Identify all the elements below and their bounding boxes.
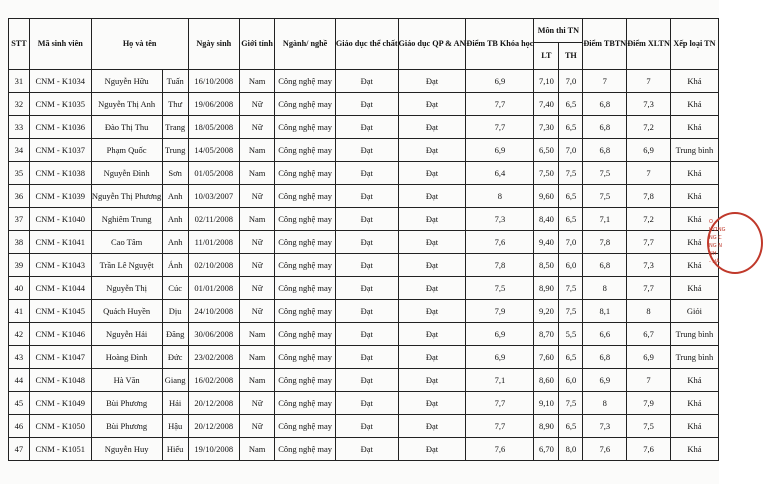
seal-text-line: NG C bbox=[709, 235, 722, 241]
cell-student-id: CNM - K1047 bbox=[29, 346, 91, 369]
cell-physical-education: Đạt bbox=[335, 346, 398, 369]
cell-xltn: 7 bbox=[627, 70, 671, 93]
cell-course-gpa: 7,1 bbox=[466, 369, 534, 392]
cell-stt: 35 bbox=[9, 162, 30, 185]
cell-dob: 20/12/2008 bbox=[188, 415, 239, 438]
seal-text bbox=[709, 218, 725, 266]
cell-physical-education: Đạt bbox=[335, 415, 398, 438]
table-row bbox=[9, 392, 719, 415]
cell-physical-education: Đạt bbox=[335, 231, 398, 254]
header-rank: Xếp loại TN bbox=[670, 19, 718, 70]
cell-tbtn: 7,1 bbox=[583, 208, 627, 231]
cell-first-name: Cao Tâm bbox=[91, 231, 162, 254]
cell-course-gpa: 6,9 bbox=[466, 139, 534, 162]
cell-rank: Khá bbox=[670, 93, 718, 116]
header-defense-education: Giáo dục QP & AN bbox=[398, 19, 466, 70]
cell-student-id: CNM - K1046 bbox=[29, 323, 91, 346]
cell-stt: 37 bbox=[9, 208, 30, 231]
header-gender: Giới tính bbox=[239, 19, 274, 70]
cell-defense-education: Đạt bbox=[398, 185, 466, 208]
cell-dob: 10/03/2007 bbox=[188, 185, 239, 208]
cell-last-name: Giang bbox=[162, 369, 188, 392]
cell-gender: Nữ bbox=[239, 116, 274, 139]
cell-course-gpa: 7,6 bbox=[466, 231, 534, 254]
cell-rank: Khá bbox=[670, 392, 718, 415]
cell-gender: Nữ bbox=[239, 254, 274, 277]
cell-course-gpa: 6,9 bbox=[466, 346, 534, 369]
cell-physical-education: Đạt bbox=[335, 139, 398, 162]
cell-defense-education: Đạt bbox=[398, 438, 466, 461]
cell-physical-education: Đạt bbox=[335, 392, 398, 415]
cell-th: 7,0 bbox=[559, 139, 583, 162]
cell-first-name: Nguyễn Thị bbox=[91, 277, 162, 300]
cell-tbtn: 7,5 bbox=[583, 162, 627, 185]
table-row bbox=[9, 185, 719, 208]
cell-xltn: 7,3 bbox=[627, 93, 671, 116]
cell-student-id: CNM - K1034 bbox=[29, 70, 91, 93]
cell-defense-education: Đạt bbox=[398, 346, 466, 369]
cell-th: 7,5 bbox=[559, 392, 583, 415]
cell-first-name: Hà Văn bbox=[91, 369, 162, 392]
cell-first-name: Bùi Phương bbox=[91, 415, 162, 438]
cell-lt: 7,50 bbox=[534, 162, 559, 185]
cell-gender: Nữ bbox=[239, 277, 274, 300]
cell-student-id: CNM - K1051 bbox=[29, 438, 91, 461]
cell-th: 5,5 bbox=[559, 323, 583, 346]
cell-th: 6,5 bbox=[559, 415, 583, 438]
cell-last-name: Anh bbox=[162, 208, 188, 231]
cell-stt: 40 bbox=[9, 277, 30, 300]
cell-first-name: Nguyễn Huy bbox=[91, 438, 162, 461]
cell-first-name: Hoàng Đình bbox=[91, 346, 162, 369]
table-row bbox=[9, 346, 719, 369]
header-lt: LT bbox=[534, 43, 559, 70]
cell-th: 6,0 bbox=[559, 254, 583, 277]
cell-last-name: Anh bbox=[162, 185, 188, 208]
cell-th: 6,0 bbox=[559, 369, 583, 392]
cell-major: Công nghệ may bbox=[275, 254, 336, 277]
seal-text-line: - HÀ bbox=[709, 259, 720, 265]
seal-text-line: NH bbox=[709, 251, 717, 257]
cell-tbtn: 6,6 bbox=[583, 323, 627, 346]
cell-student-id: CNM - K1040 bbox=[29, 208, 91, 231]
cell-xltn: 7,8 bbox=[627, 185, 671, 208]
cell-first-name: Nguyễn Thị Phương bbox=[91, 185, 162, 208]
cell-gender: Nữ bbox=[239, 93, 274, 116]
cell-stt: 43 bbox=[9, 346, 30, 369]
cell-major: Công nghệ may bbox=[275, 323, 336, 346]
cell-dob: 14/05/2008 bbox=[188, 139, 239, 162]
cell-rank: Khá bbox=[670, 254, 718, 277]
cell-xltn: 7,5 bbox=[627, 415, 671, 438]
seal-text-line: O bbox=[709, 219, 713, 225]
cell-lt: 7,40 bbox=[534, 93, 559, 116]
cell-rank: Khá bbox=[670, 415, 718, 438]
cell-gender: Nam bbox=[239, 369, 274, 392]
cell-xltn: 6,9 bbox=[627, 346, 671, 369]
cell-rank: Khá bbox=[670, 70, 718, 93]
cell-course-gpa: 7,7 bbox=[466, 415, 534, 438]
cell-rank: Khá bbox=[670, 208, 718, 231]
cell-gender: Nam bbox=[239, 70, 274, 93]
table-row bbox=[9, 116, 719, 139]
cell-student-id: CNM - K1048 bbox=[29, 369, 91, 392]
cell-lt: 8,50 bbox=[534, 254, 559, 277]
cell-th: 6,5 bbox=[559, 208, 583, 231]
cell-major: Công nghệ may bbox=[275, 438, 336, 461]
cell-defense-education: Đạt bbox=[398, 162, 466, 185]
cell-defense-education: Đạt bbox=[398, 116, 466, 139]
cell-xltn: 7,7 bbox=[627, 231, 671, 254]
cell-rank: Khá bbox=[670, 231, 718, 254]
table-row bbox=[9, 254, 719, 277]
cell-first-name: Nguyễn Thị Anh bbox=[91, 93, 162, 116]
cell-tbtn: 6,8 bbox=[583, 116, 627, 139]
cell-last-name: Sơn bbox=[162, 162, 188, 185]
cell-defense-education: Đạt bbox=[398, 208, 466, 231]
cell-last-name: Tuấn bbox=[162, 70, 188, 93]
cell-xltn: 7,2 bbox=[627, 116, 671, 139]
cell-student-id: CNM - K1050 bbox=[29, 415, 91, 438]
cell-course-gpa: 7,7 bbox=[466, 93, 534, 116]
cell-tbtn: 6,9 bbox=[583, 369, 627, 392]
table-row bbox=[9, 231, 719, 254]
cell-th: 6,5 bbox=[559, 346, 583, 369]
cell-xltn: 7,6 bbox=[627, 438, 671, 461]
header-dob: Ngày sinh bbox=[188, 19, 239, 70]
cell-physical-education: Đạt bbox=[335, 185, 398, 208]
cell-rank: Trung bình bbox=[670, 346, 718, 369]
cell-stt: 38 bbox=[9, 231, 30, 254]
cell-lt: 9,40 bbox=[534, 231, 559, 254]
cell-rank: Trung bình bbox=[670, 323, 718, 346]
cell-stt: 34 bbox=[9, 139, 30, 162]
cell-course-gpa: 8 bbox=[466, 185, 534, 208]
cell-lt: 8,60 bbox=[534, 369, 559, 392]
cell-tbtn: 7 bbox=[583, 70, 627, 93]
cell-course-gpa: 7,3 bbox=[466, 208, 534, 231]
cell-student-id: CNM - K1038 bbox=[29, 162, 91, 185]
cell-dob: 24/10/2008 bbox=[188, 300, 239, 323]
cell-student-id: CNM - K1035 bbox=[29, 93, 91, 116]
cell-gender: Nữ bbox=[239, 300, 274, 323]
cell-dob: 30/06/2008 bbox=[188, 323, 239, 346]
cell-last-name: Ánh bbox=[162, 254, 188, 277]
cell-th: 7,0 bbox=[559, 231, 583, 254]
cell-stt: 46 bbox=[9, 415, 30, 438]
cell-xltn: 7,3 bbox=[627, 254, 671, 277]
cell-dob: 19/10/2008 bbox=[188, 438, 239, 461]
cell-gender: Nữ bbox=[239, 392, 274, 415]
cell-tbtn: 7,5 bbox=[583, 185, 627, 208]
seal-text-line: ƯƠNG bbox=[709, 227, 726, 233]
cell-physical-education: Đạt bbox=[335, 208, 398, 231]
cell-rank: Trung bình bbox=[670, 139, 718, 162]
cell-stt: 39 bbox=[9, 254, 30, 277]
cell-physical-education: Đạt bbox=[335, 300, 398, 323]
seal-text-line: NG N bbox=[709, 243, 722, 249]
cell-defense-education: Đạt bbox=[398, 254, 466, 277]
cell-xltn: 7,2 bbox=[627, 208, 671, 231]
cell-gender: Nam bbox=[239, 346, 274, 369]
cell-major: Công nghệ may bbox=[275, 93, 336, 116]
cell-first-name: Trần Lê Nguyệt bbox=[91, 254, 162, 277]
header-physical-education: Giáo dục thể chất bbox=[335, 19, 398, 70]
table-row bbox=[9, 162, 719, 185]
cell-xltn: 6,9 bbox=[627, 139, 671, 162]
cell-major: Công nghệ may bbox=[275, 208, 336, 231]
cell-course-gpa: 7,7 bbox=[466, 392, 534, 415]
cell-tbtn: 8,1 bbox=[583, 300, 627, 323]
table-header bbox=[9, 19, 719, 70]
cell-rank: Khá bbox=[670, 185, 718, 208]
cell-dob: 16/10/2008 bbox=[188, 70, 239, 93]
cell-lt: 8,90 bbox=[534, 415, 559, 438]
cell-course-gpa: 7,7 bbox=[466, 116, 534, 139]
cell-course-gpa: 7,8 bbox=[466, 254, 534, 277]
header-xltn: Điểm XLTN bbox=[627, 19, 671, 70]
cell-major: Công nghệ may bbox=[275, 415, 336, 438]
cell-stt: 32 bbox=[9, 93, 30, 116]
cell-course-gpa: 7,5 bbox=[466, 277, 534, 300]
cell-lt: 7,10 bbox=[534, 70, 559, 93]
cell-th: 7,5 bbox=[559, 300, 583, 323]
cell-tbtn: 6,8 bbox=[583, 346, 627, 369]
cell-course-gpa: 7,9 bbox=[466, 300, 534, 323]
cell-lt: 9,60 bbox=[534, 185, 559, 208]
cell-last-name: Hải bbox=[162, 392, 188, 415]
table-row bbox=[9, 139, 719, 162]
cell-gender: Nữ bbox=[239, 185, 274, 208]
cell-student-id: CNM - K1036 bbox=[29, 116, 91, 139]
cell-gender: Nam bbox=[239, 162, 274, 185]
cell-major: Công nghệ may bbox=[275, 277, 336, 300]
table-row bbox=[9, 369, 719, 392]
cell-first-name: Nguyễn Đình bbox=[91, 162, 162, 185]
cell-tbtn: 6,8 bbox=[583, 93, 627, 116]
cell-last-name: Thư bbox=[162, 93, 188, 116]
cell-dob: 19/06/2008 bbox=[188, 93, 239, 116]
cell-first-name: Phạm Quốc bbox=[91, 139, 162, 162]
cell-physical-education: Đạt bbox=[335, 277, 398, 300]
cell-tbtn: 7,6 bbox=[583, 438, 627, 461]
table-row bbox=[9, 70, 719, 93]
cell-gender: Nam bbox=[239, 208, 274, 231]
cell-dob: 11/01/2008 bbox=[188, 231, 239, 254]
cell-last-name: Đức bbox=[162, 346, 188, 369]
cell-course-gpa: 6,9 bbox=[466, 70, 534, 93]
cell-stt: 36 bbox=[9, 185, 30, 208]
cell-last-name: Trung bbox=[162, 139, 188, 162]
cell-defense-education: Đạt bbox=[398, 392, 466, 415]
cell-physical-education: Đạt bbox=[335, 116, 398, 139]
cell-th: 6,5 bbox=[559, 185, 583, 208]
cell-first-name: Nghiêm Trung bbox=[91, 208, 162, 231]
cell-last-name: Anh bbox=[162, 231, 188, 254]
cell-th: 8,0 bbox=[559, 438, 583, 461]
header-full-name: Họ và tên bbox=[91, 19, 188, 70]
cell-first-name: Quách Huyền bbox=[91, 300, 162, 323]
cell-dob: 02/10/2008 bbox=[188, 254, 239, 277]
cell-defense-education: Đạt bbox=[398, 323, 466, 346]
cell-major: Công nghệ may bbox=[275, 70, 336, 93]
cell-student-id: CNM - K1039 bbox=[29, 185, 91, 208]
cell-stt: 47 bbox=[9, 438, 30, 461]
cell-tbtn: 8 bbox=[583, 277, 627, 300]
cell-rank: Giỏi bbox=[670, 300, 718, 323]
table-row bbox=[9, 277, 719, 300]
cell-last-name: Hậu bbox=[162, 415, 188, 438]
cell-gender: Nam bbox=[239, 438, 274, 461]
graduation-results-table bbox=[8, 18, 719, 461]
cell-stt: 33 bbox=[9, 116, 30, 139]
cell-physical-education: Đạt bbox=[335, 254, 398, 277]
cell-xltn: 7 bbox=[627, 162, 671, 185]
cell-defense-education: Đạt bbox=[398, 70, 466, 93]
cell-defense-education: Đạt bbox=[398, 300, 466, 323]
cell-physical-education: Đạt bbox=[335, 323, 398, 346]
header-th: TH bbox=[559, 43, 583, 70]
cell-physical-education: Đạt bbox=[335, 162, 398, 185]
cell-dob: 02/11/2008 bbox=[188, 208, 239, 231]
cell-th: 7,5 bbox=[559, 277, 583, 300]
cell-defense-education: Đạt bbox=[398, 277, 466, 300]
cell-tbtn: 6,8 bbox=[583, 254, 627, 277]
cell-rank: Khá bbox=[670, 116, 718, 139]
cell-xltn: 8 bbox=[627, 300, 671, 323]
cell-first-name: Nguyễn Hải bbox=[91, 323, 162, 346]
cell-tbtn: 8 bbox=[583, 392, 627, 415]
cell-tbtn: 6,8 bbox=[583, 139, 627, 162]
cell-major: Công nghệ may bbox=[275, 300, 336, 323]
cell-stt: 31 bbox=[9, 70, 30, 93]
cell-student-id: CNM - K1041 bbox=[29, 231, 91, 254]
cell-major: Công nghệ may bbox=[275, 231, 336, 254]
cell-rank: Khá bbox=[670, 369, 718, 392]
cell-student-id: CNM - K1037 bbox=[29, 139, 91, 162]
cell-student-id: CNM - K1043 bbox=[29, 254, 91, 277]
red-seal-stamp bbox=[705, 212, 726, 274]
cell-dob: 18/05/2008 bbox=[188, 116, 239, 139]
header-student-id: Mã sinh viên bbox=[29, 19, 91, 70]
cell-major: Công nghệ may bbox=[275, 185, 336, 208]
cell-defense-education: Đạt bbox=[398, 139, 466, 162]
cell-course-gpa: 6,4 bbox=[466, 162, 534, 185]
cell-defense-education: Đạt bbox=[398, 415, 466, 438]
cell-physical-education: Đạt bbox=[335, 438, 398, 461]
cell-last-name: Trang bbox=[162, 116, 188, 139]
cell-dob: 01/01/2008 bbox=[188, 277, 239, 300]
cell-last-name: Đăng bbox=[162, 323, 188, 346]
header-exam-group: Môn thi TN bbox=[534, 19, 583, 43]
cell-major: Công nghệ may bbox=[275, 162, 336, 185]
cell-lt: 6,70 bbox=[534, 438, 559, 461]
cell-stt: 41 bbox=[9, 300, 30, 323]
cell-major: Công nghệ may bbox=[275, 116, 336, 139]
cell-tbtn: 7,8 bbox=[583, 231, 627, 254]
header-course-gpa: Điểm TB Khóa học bbox=[466, 19, 534, 70]
cell-course-gpa: 6,9 bbox=[466, 323, 534, 346]
cell-xltn: 7 bbox=[627, 369, 671, 392]
cell-last-name: Cúc bbox=[162, 277, 188, 300]
cell-physical-education: Đạt bbox=[335, 70, 398, 93]
cell-defense-education: Đạt bbox=[398, 369, 466, 392]
cell-last-name: Dịu bbox=[162, 300, 188, 323]
header-stt: STT bbox=[9, 19, 30, 70]
header-tbtn: Điểm TBTN bbox=[583, 19, 627, 70]
cell-student-id: CNM - K1044 bbox=[29, 277, 91, 300]
cell-th: 6,5 bbox=[559, 93, 583, 116]
cell-gender: Nam bbox=[239, 323, 274, 346]
cell-gender: Nam bbox=[239, 139, 274, 162]
cell-th: 6,5 bbox=[559, 116, 583, 139]
cell-last-name: Hiếu bbox=[162, 438, 188, 461]
table-row bbox=[9, 323, 719, 346]
cell-gender: Nữ bbox=[239, 231, 274, 254]
cell-lt: 9,10 bbox=[534, 392, 559, 415]
cell-lt: 9,20 bbox=[534, 300, 559, 323]
cell-defense-education: Đạt bbox=[398, 93, 466, 116]
cell-stt: 44 bbox=[9, 369, 30, 392]
cell-major: Công nghệ may bbox=[275, 139, 336, 162]
cell-lt: 7,30 bbox=[534, 116, 559, 139]
cell-stt: 45 bbox=[9, 392, 30, 415]
table-row bbox=[9, 93, 719, 116]
cell-th: 7,5 bbox=[559, 162, 583, 185]
cell-first-name: Đào Thị Thu bbox=[91, 116, 162, 139]
cell-major: Công nghệ may bbox=[275, 346, 336, 369]
cell-student-id: CNM - K1049 bbox=[29, 392, 91, 415]
cell-gender: Nữ bbox=[239, 415, 274, 438]
cell-rank: Khá bbox=[670, 438, 718, 461]
cell-lt: 7,60 bbox=[534, 346, 559, 369]
cell-dob: 01/05/2008 bbox=[188, 162, 239, 185]
table-row bbox=[9, 300, 719, 323]
cell-tbtn: 7,3 bbox=[583, 415, 627, 438]
cell-dob: 16/02/2008 bbox=[188, 369, 239, 392]
cell-first-name: Nguyễn Hữu bbox=[91, 70, 162, 93]
cell-xltn: 7,9 bbox=[627, 392, 671, 415]
cell-physical-education: Đạt bbox=[335, 93, 398, 116]
cell-lt: 6,50 bbox=[534, 139, 559, 162]
cell-dob: 20/12/2008 bbox=[188, 392, 239, 415]
cell-lt: 8,70 bbox=[534, 323, 559, 346]
cell-major: Công nghệ may bbox=[275, 369, 336, 392]
cell-student-id: CNM - K1045 bbox=[29, 300, 91, 323]
cell-lt: 8,90 bbox=[534, 277, 559, 300]
cell-th: 7,0 bbox=[559, 70, 583, 93]
cell-course-gpa: 7,6 bbox=[466, 438, 534, 461]
table-row bbox=[9, 208, 719, 231]
cell-rank: Khá bbox=[670, 162, 718, 185]
cell-major: Công nghệ may bbox=[275, 392, 336, 415]
cell-xltn: 6,7 bbox=[627, 323, 671, 346]
cell-defense-education: Đạt bbox=[398, 231, 466, 254]
table-body bbox=[9, 70, 719, 461]
cell-first-name: Bùi Phương bbox=[91, 392, 162, 415]
cell-rank: Khá bbox=[670, 277, 718, 300]
table-row bbox=[9, 415, 719, 438]
cell-lt: 8,40 bbox=[534, 208, 559, 231]
cell-physical-education: Đạt bbox=[335, 369, 398, 392]
cell-xltn: 7,7 bbox=[627, 277, 671, 300]
table-row bbox=[9, 438, 719, 461]
header-major: Ngành/ nghề bbox=[275, 19, 336, 70]
cell-stt: 42 bbox=[9, 323, 30, 346]
cell-dob: 23/02/2008 bbox=[188, 346, 239, 369]
